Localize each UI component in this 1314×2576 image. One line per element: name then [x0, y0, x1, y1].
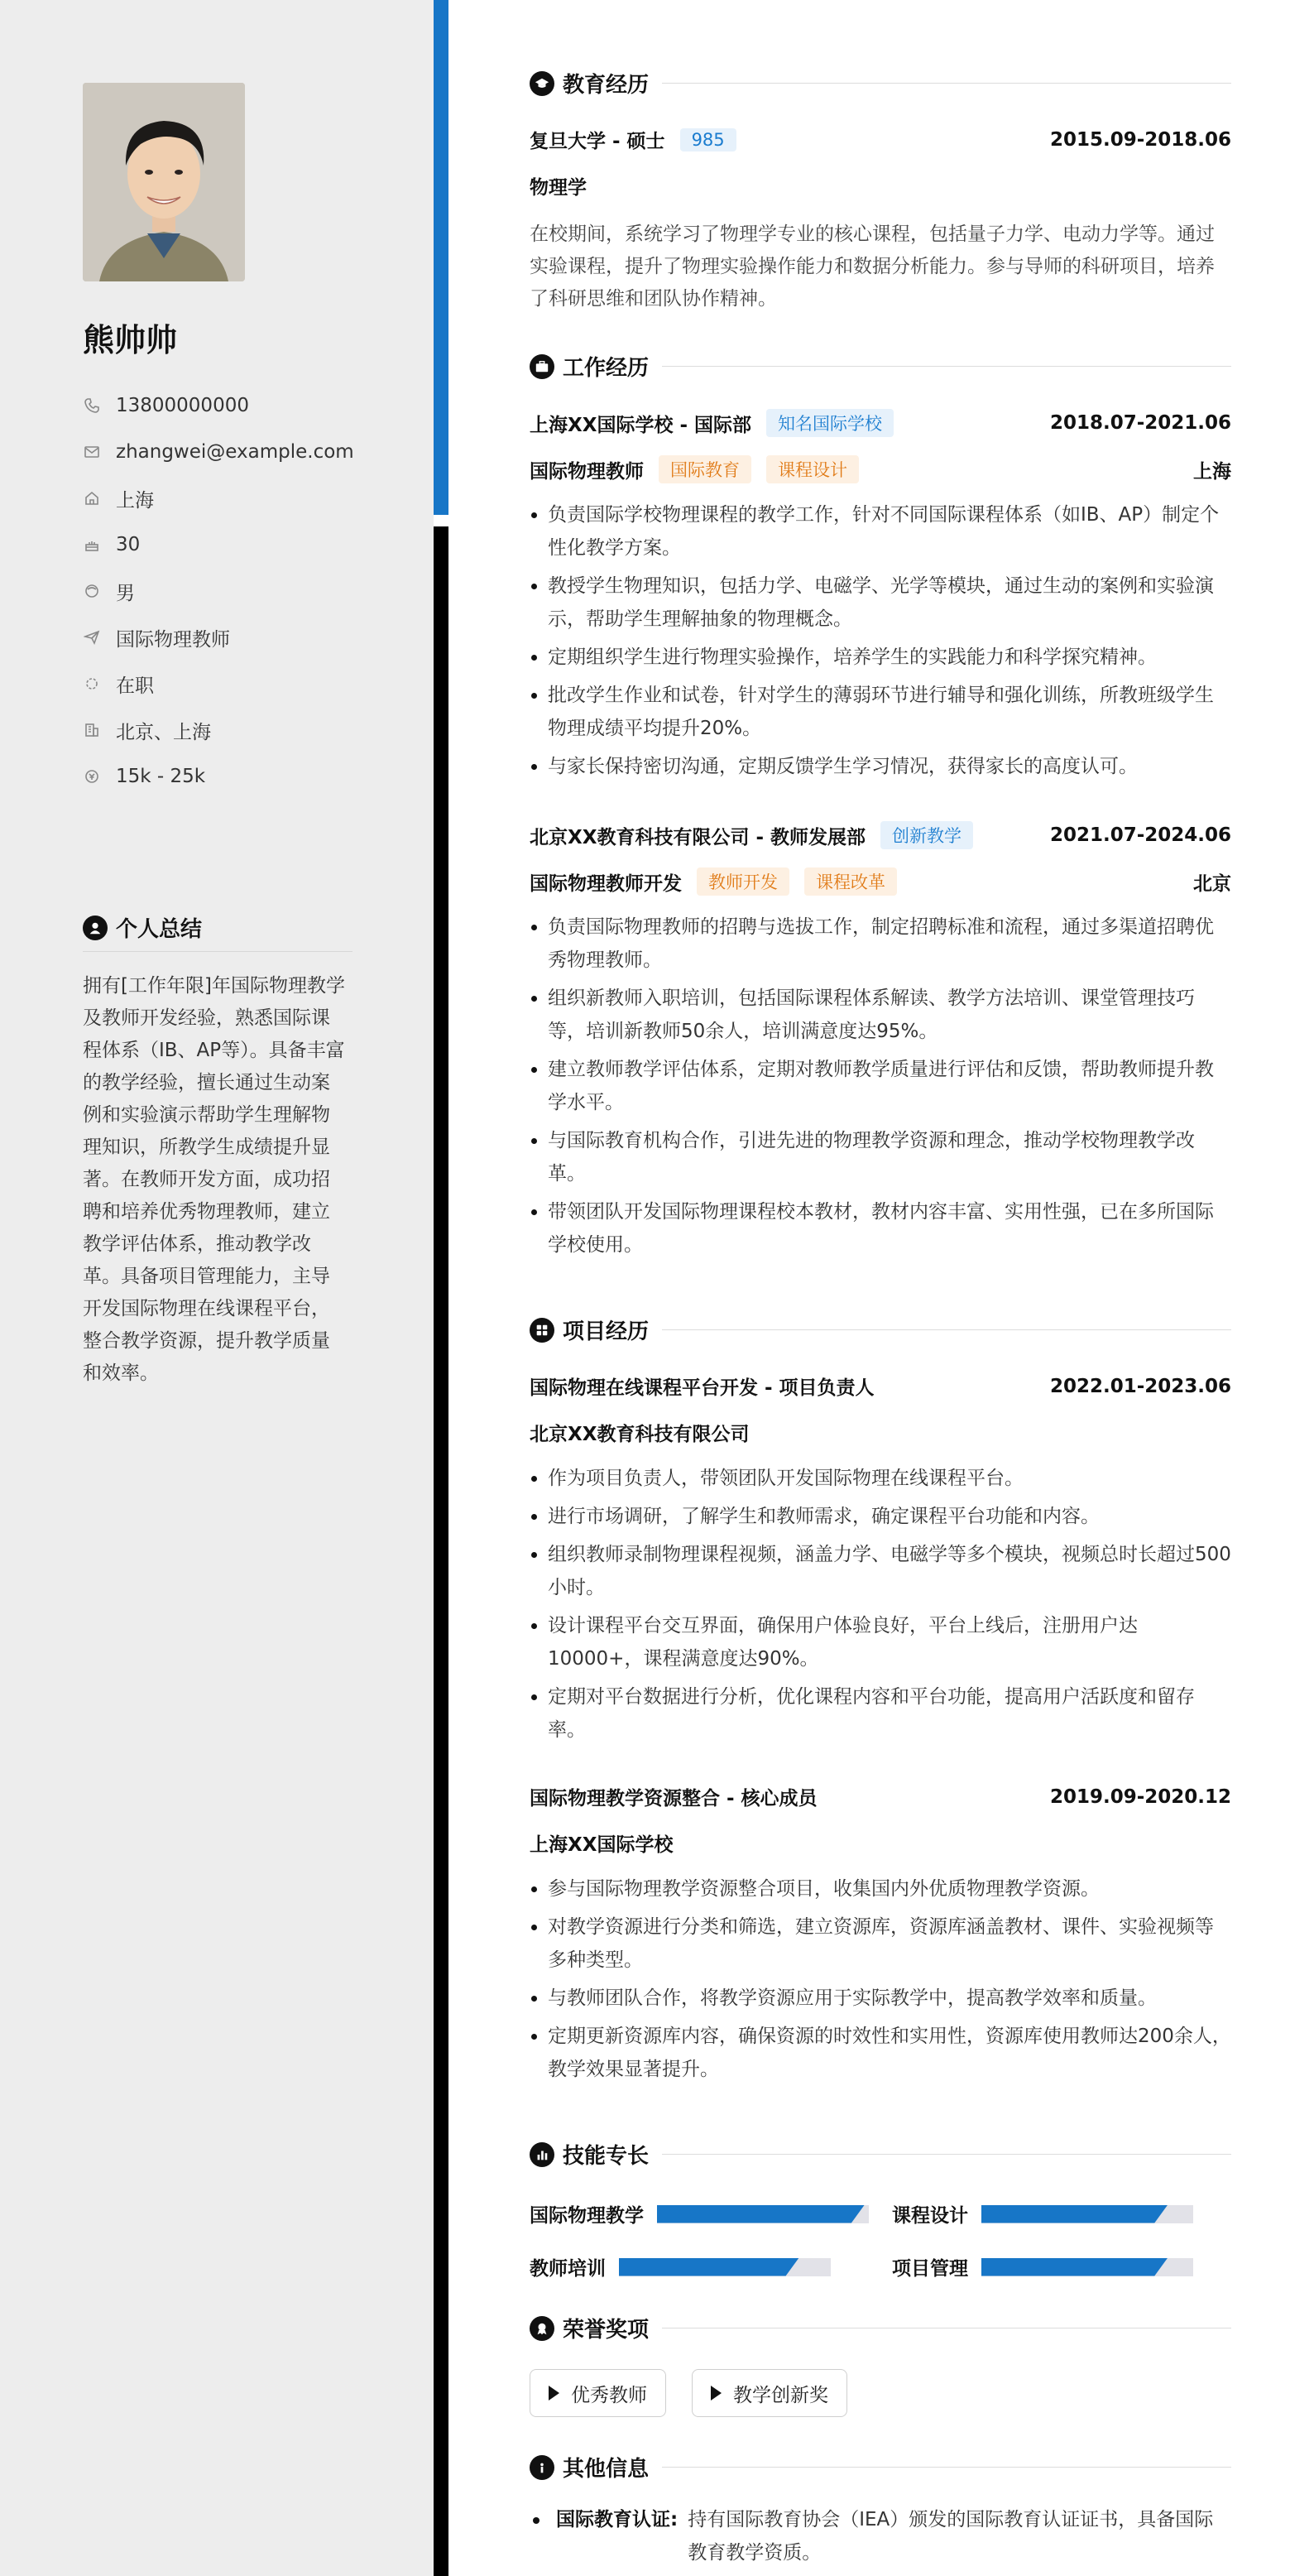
company-tag: 知名国际学校: [766, 409, 894, 437]
job-city: 北京: [1193, 872, 1231, 895]
job-role: 国际物理教师: [530, 460, 644, 483]
job-role: 国际物理教师开发: [530, 872, 682, 895]
list-item: 进行市场调研，了解学生和教师需求，确定课程平台功能和内容。: [530, 1500, 1231, 1533]
divider: [662, 366, 1231, 367]
education-title: 教育经历: [563, 73, 650, 98]
award-name: 优秀教师: [571, 2384, 647, 2406]
job-tag: 教师开发: [697, 867, 789, 896]
briefcase-icon: [530, 354, 554, 379]
company-name: 上海XX国际学校 - 国际部: [530, 414, 752, 436]
skill-bar: [981, 2205, 1193, 2223]
list-item: [530, 2503, 1231, 2569]
skill-bar: [619, 2258, 831, 2276]
project-1-org-row: [530, 1419, 1231, 1446]
education-desc: 在校期间，系统学习了物理学专业的核心课程，包括量子力学、电动力学等。通过实验课程，提升了物理实验操作能力和数据分析能力。参与导师的科研项目，培养了科研思维和团队协作精神。: [530, 223, 1215, 310]
list-item: 建立教师教学评估体系，定期对教师教学质量进行评估和反馈，帮助教师提升教学水平。: [530, 1053, 1231, 1119]
skill-item: [892, 2253, 1193, 2280]
list-item: 与教师团队合作，将教学资源应用于实际教学中，提高教学效率和质量。: [530, 1982, 1231, 2015]
accent-bar-black: [434, 526, 448, 2576]
gender-icon: [83, 582, 101, 600]
list-item: 作为项目负责人，带领团队开发国际物理在线课程平台。: [530, 1462, 1231, 1495]
divider: [662, 83, 1231, 84]
list-item: 与家长保持密切沟通，定期反馈学生学习情况，获得家长的高度认可。: [530, 750, 1231, 783]
school-name: 复旦大学 - 硕士: [530, 131, 665, 152]
project-name: 国际物理在线课程平台开发 - 项目负责人: [530, 1377, 875, 1399]
avatar-illustration: [83, 83, 245, 281]
age-row: [83, 521, 354, 568]
summary-text: 拥有[工作年限]年国际物理教学及教师开发经验，熟悉国际课程体系（IB、AP等）。具备丰富的教学经验，擅长通过生动案例和实验演示帮助学生理解物理知识，所教学生成绩提升显著。在教师开发方面，成功招聘和培养优秀物理教师，建立教学评估体系，推动教学改革。具备项目管理能力，主导开发国际物理在线课程平台，整合教学资源，提升教学质量和效率。: [83, 975, 345, 1384]
skill-name: 国际物理教学: [530, 2205, 644, 2227]
accent-bar-blue: [434, 0, 448, 515]
list-item: 定期对平台数据进行分析，优化课程内容和平台功能，提高用户活跃度和留存率。: [530, 1680, 1231, 1747]
skills-title: 技能专长: [563, 2144, 650, 2169]
home-icon: [83, 489, 101, 507]
project-date: 2022.01-2023.06: [1049, 1375, 1231, 1397]
grid-icon: [530, 1318, 554, 1343]
list-item: 定期更新资源库内容，确保资源的时效性和实用性，资源库使用教师达200余人，教学效果显著提升。: [530, 2020, 1231, 2086]
list-item: 设计课程平台交互界面，确保用户体验良好，平台上线后，注册用户达10000+，课程满意度达90%。: [530, 1609, 1231, 1675]
job-1-header: [530, 409, 1231, 437]
skill-bar: [657, 2205, 869, 2223]
project-org: 上海XX国际学校: [530, 1834, 674, 1856]
skill-name: 课程设计: [892, 2205, 968, 2227]
project-1-bullets: [530, 1462, 1231, 1752]
phone-icon: [83, 396, 101, 415]
other-info: [530, 2503, 1231, 2569]
skill-bar-fill: [981, 2205, 1168, 2223]
list-item: 对教学资源进行分类和筛选，建立资源库，资源库涵盖教材、课件、实验视频等多种类型。: [530, 1910, 1231, 1977]
company-name: 北京XX教育科技有限公司 - 教师发展部: [530, 826, 866, 848]
skill-name: 教师培训: [530, 2258, 606, 2280]
skill-bar-fill: [657, 2205, 865, 2223]
gender-row: [83, 568, 354, 614]
list-item: 负责国际物理教师的招聘与选拔工作，制定招聘标准和流程，通过多渠道招聘优秀物理教师。: [530, 911, 1231, 977]
project-2-org-row: [530, 1829, 1231, 1857]
skill-bar-fill: [981, 2258, 1168, 2276]
play-icon: [549, 2386, 559, 2401]
salary-text: 15k - 25k: [116, 766, 206, 787]
divider: [662, 2467, 1231, 2468]
award-badge: [692, 2369, 847, 2417]
education-date: 2015.09-2018.06: [1049, 128, 1231, 151]
play-icon: [711, 2386, 722, 2401]
phone-row: [83, 382, 354, 429]
user-icon: [83, 916, 108, 940]
job-2-bullets: [530, 911, 1231, 1266]
candidate-name: 熊帅帅: [83, 322, 178, 358]
list-item: 批改学生作业和试卷，针对学生的薄弱环节进行辅导和强化训练，所教班级学生物理成绩平均提升20%。: [530, 679, 1231, 745]
send-icon: [83, 628, 101, 646]
job-date: 2021.07-2024.06: [1049, 824, 1231, 846]
project-2-bullets: [530, 1872, 1231, 2091]
list-item: 带领团队开发国际物理课程校本教材，教材内容丰富、实用性强，已在多所国际学校使用。: [530, 1195, 1231, 1262]
other-title: 其他信息: [563, 2457, 650, 2482]
project-org: 北京XX教育科技有限公司: [530, 1424, 750, 1445]
job-tag: 课程改革: [804, 867, 897, 896]
award-icon: [530, 2316, 554, 2341]
contact-info: [83, 382, 354, 800]
job-date: 2018.07-2021.06: [1049, 412, 1231, 434]
major: 物理学: [530, 177, 587, 199]
awards-heading: [530, 2313, 1231, 2343]
list-item: 参与国际物理教学资源整合项目，收集国内外优质物理教学资源。: [530, 1872, 1231, 1906]
project-2-header: [530, 1783, 1231, 1810]
status-text: 在职: [116, 675, 154, 697]
graduation-cap-icon: [530, 71, 554, 96]
avatar: [83, 83, 245, 281]
mail-icon: [83, 443, 101, 461]
divider: [662, 1329, 1231, 1330]
job-1-bullets: [530, 498, 1231, 788]
project-date: 2019.09-2020.12: [1049, 1785, 1231, 1808]
position-row: [83, 614, 354, 661]
building-icon: [83, 721, 101, 739]
work-title: 工作经历: [563, 356, 650, 381]
list-item: 负责国际学校物理课程的教学工作，针对不同国际课程体系（如IB、AP）制定个性化教学方案。: [530, 498, 1231, 565]
location-text: 上海: [116, 489, 154, 512]
divider: [662, 2154, 1231, 2155]
job-1-role-row: [530, 455, 1231, 483]
skill-bar: [981, 2258, 1193, 2276]
summary-heading: [83, 912, 352, 952]
status-row: [83, 661, 354, 707]
job-city: 上海: [1193, 460, 1231, 483]
projects-title: 项目经历: [563, 1319, 650, 1344]
project-name: 国际物理教学资源整合 - 核心成员: [530, 1788, 818, 1809]
summary-title: 个人总结: [116, 917, 203, 942]
project-1-header: [530, 1372, 1231, 1400]
bar-chart-icon: [530, 2142, 554, 2167]
salary-row: [83, 753, 354, 800]
skill-bar-fill: [619, 2258, 799, 2276]
other-text: 持有国际教育协会（IEA）颁发的国际教育认证证书，具备国际教育教学资质。: [688, 2509, 1214, 2564]
projects-heading: [530, 1314, 1231, 1345]
position-text: 国际物理教师: [116, 628, 230, 651]
other-label: 国际教育认证:: [556, 2509, 679, 2530]
education-heading: [530, 68, 1231, 99]
city-row: [83, 707, 354, 753]
job-tag: 国际教育: [659, 455, 751, 483]
school-tag: 985: [680, 128, 736, 151]
job-tag: 课程设计: [766, 455, 859, 483]
skill-name: 项目管理: [892, 2258, 968, 2280]
skill-item: [530, 2253, 831, 2280]
skill-item: [530, 2200, 869, 2228]
skills-heading: [530, 2139, 1231, 2170]
list-item: 组织新教师入职培训，包括国际课程体系解读、教学方法培训、课堂管理技巧等，培训新教师50余人，培训满意度达95%。: [530, 982, 1231, 1048]
job-2-header: [530, 821, 1231, 849]
gender-text: 男: [116, 582, 135, 604]
info-icon: [530, 2455, 554, 2480]
salary-icon: [83, 767, 101, 786]
education-row: [530, 126, 1231, 153]
sidebar: [0, 0, 434, 2576]
cake-icon: [83, 536, 101, 554]
work-heading: [530, 351, 1231, 382]
job-2-role-row: [530, 867, 1231, 896]
status-icon: [83, 675, 101, 693]
awards-title: 荣誉奖项: [563, 2318, 650, 2343]
award-name: 教学创新奖: [733, 2384, 828, 2406]
phone-text: 13800000000: [116, 395, 249, 416]
email-row: [83, 429, 354, 475]
list-item: 教授学生物理知识，包括力学、电磁学、光学等模块，通过生动的案例和实验演示，帮助学生理解抽象的物理概念。: [530, 570, 1231, 636]
email-text: zhangwei@example.com: [116, 441, 354, 463]
major-row: [530, 172, 1231, 199]
age-text: 30: [116, 534, 141, 555]
award-badge: [530, 2369, 666, 2417]
list-item: 与国际教育机构合作，引进先进的物理教学资源和理念，推动学校物理教学改革。: [530, 1124, 1231, 1190]
city-text: 北京、上海: [116, 721, 211, 743]
list-item: 定期组织学生进行物理实验操作，培养学生的实践能力和科学探究精神。: [530, 641, 1231, 674]
list-item: 组织教师录制物理课程视频，涵盖力学、电磁学等多个模块，视频总时长超过500小时。: [530, 1538, 1231, 1604]
skill-item: [892, 2200, 1193, 2228]
other-heading: [530, 2452, 1231, 2482]
company-tag: 创新教学: [880, 821, 973, 849]
location-row: [83, 475, 354, 521]
